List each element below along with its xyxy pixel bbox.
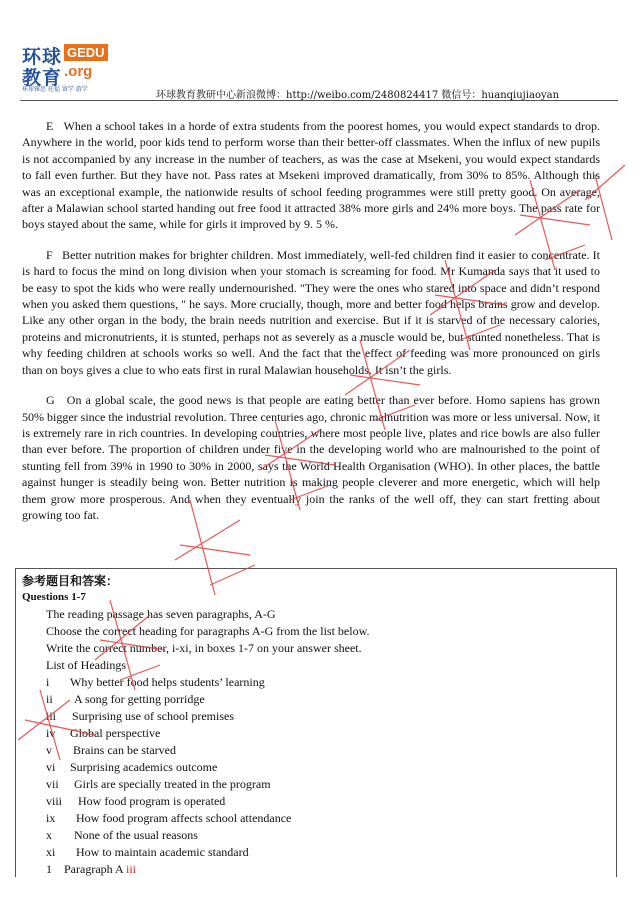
headings-list-title: List of Headings [46,658,126,672]
paragraph-text: When a school takes in a horde of extra students from the poorest homes, you would expect standards to drop. Anywhere in the world, poor kids tend to perform worse than their better-off classmates. When the influx of new pupils is not accompanied by any increase in the number of teachers, as was the case at Msekeni, you would expect standards to fall even further. But they have not. Pass rates at Msekeni improved dramatically, from 30% to 85%. Although this was an exceptional example, the nationwide results of school feeding programmes were still pretty good. On average, after a Malawian school started handing out free food it attracted 38% more girls and 24% more boys. The pass rate for boys stayed about the same, while for girls it improved by 9. 5 %. [22,119,600,232]
heading-text: Surprising use of school premises [72,709,234,723]
heading-text: Global perspective [70,726,161,740]
logo-en-top: GEDU [64,44,108,61]
paragraph-g [22,392,600,523]
heading-text: Surprising academics outcome [70,760,218,774]
heading-number: vii [46,777,59,791]
paragraph-letter: E [46,119,54,133]
instruction-line: Choose the correct heading for paragraphs A-G from the list below. [46,624,370,638]
logo-en-bottom: .org [64,63,93,80]
heading-text: How food program affects school attendance [76,811,292,825]
heading-number: v [46,743,52,757]
heading-text: Girls are specially treated in the program [74,777,271,791]
heading-text: How food program is operated [78,794,226,808]
logo-cn-top: 环球 [22,46,63,68]
header-divider [20,100,618,101]
logo [22,42,112,94]
paragraph-letter: F [46,247,53,262]
heading-text: A song for getting porridge [74,692,205,706]
instruction-line: The reading passage has seven paragraphs, A-G [46,607,276,621]
questions-subtitle: Questions 1-7 [22,591,86,603]
paragraph-e [22,118,600,233]
heading-text: Brains can be starved [73,743,176,757]
heading-number: iii [46,709,57,723]
questions-title: 参考题目和答案： [22,574,119,588]
heading-number: viii [46,794,63,808]
heading-text: Why better food helps students’ learning [70,675,265,689]
instruction-line: Write the correct number, i-xi, in boxes 1-7 on your answer sheet. [46,641,362,655]
heading-text: None of the usual reasons [74,828,198,842]
heading-number: ii [46,692,53,706]
header-info: 环球教育教研中心新浪微博：http://weibo.com/2480824417 微信号：huanqiujiaoyan [156,90,560,101]
heading-number: x [46,828,52,842]
heading-number: vi [46,760,56,774]
paragraph-letter: G [46,393,55,408]
paragraph-text: On a global scale, the good news is that people are eating better than ever before. Homo sapiens has grown 50% bigger since the industrial revolution. Three centuries ago, chronic malnutrition was more or less universal. Now, it is extremely rare in rich countries. In developing countries, where most people live, plates and rice bowls are also fuller than ever before. The proportion of children under five in the developing world who are malnourished to the point of stunting fell from 39% in 1990 to 30% in 2000, says the World Health Organisation (WHO). In other places, the battle against hunger is steadily being won. Better nutrition is making people cleverer and more energetic, which will help them grow more prosperous. And when they eventually join the ranks of the well off, they can start fretting about growing too fat. [22,393,601,522]
paragraph-f [22,247,600,378]
logo-cn-bottom: 教育 [22,67,63,89]
heading-number: ix [46,811,56,825]
heading-text: How to maintain academic standard [76,845,249,859]
passage [22,118,600,523]
answer-label: 1 Paragraph A [46,862,123,876]
heading-number: i [46,675,50,689]
answer-value: iii [126,862,137,876]
heading-number: xi [46,845,56,859]
logo-tagline: 环球雅思 托福 留学 游学 [22,86,88,93]
answer-row [46,862,136,877]
heading-number: iv [46,726,56,740]
paragraph-text: Better nutrition makes for brighter children. Most immediately, well-fed children find it easier to concentrate. It is hard to focus the mind on long division when your stomach is screaming for food. Mr Kumanda says that it used to be easy to spot the kids who were really undernourished. "They were the ones who stared into space and didn’t respond when you asked them questions, " he says. More crucially, though, more and better food helps brains grow and develop. Like any other organ in the body, the brain needs nutrition and exercise. But if it is starved of the necessary calories, proteins and micronutrients, it is stunted, perhaps not as severely as a muscle would be, but stunted nonetheless. That is why feeding children at schools works so well. And the fact that the effect of feeding was more pronounced on girls than on boys gives a clue to who eats first in rural Malawian households. It isn’t the girls. [22,247,600,377]
